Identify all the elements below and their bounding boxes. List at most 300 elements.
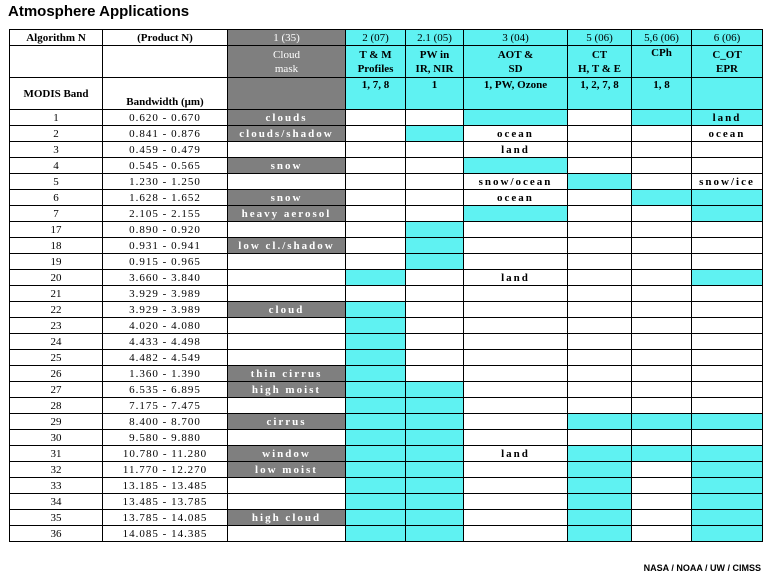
band-number: 7 (10, 206, 103, 222)
header-col-name-5-line2: H, T & E (578, 62, 621, 75)
header-col-name-4 (464, 46, 568, 78)
usage-cell-col-2 (346, 190, 406, 206)
header-col-id-7: 6 (06) (692, 30, 763, 46)
band-number: 33 (10, 478, 103, 494)
usage-cell-col-7 (692, 206, 763, 222)
usage-cell-col-2 (346, 222, 406, 238)
table-row (10, 206, 763, 222)
usage-cell-col-7 (692, 254, 763, 270)
usage-cell-col-2 (346, 462, 406, 478)
cloud-mask-cell: low cl./shadow (228, 238, 346, 254)
header-col-id-1: 1 (35) (228, 30, 346, 46)
band-number: 1 (10, 110, 103, 126)
usage-cell-col-5 (568, 174, 632, 190)
usage-cell-col-5 (568, 446, 632, 462)
table-row (10, 446, 763, 462)
usage-cell-col-6 (632, 302, 692, 318)
usage-cell-col-2 (346, 350, 406, 366)
table-row (10, 158, 763, 174)
cloud-mask-cell (228, 142, 346, 158)
bandwidth-range: 4.482 - 4.549 (103, 350, 228, 366)
usage-cell-col-7: snow/ice (692, 174, 763, 190)
bandwidth-range: 0.459 - 0.479 (103, 142, 228, 158)
cloud-mask-cell: cirrus (228, 414, 346, 430)
header-col-bands-1 (228, 78, 346, 110)
usage-cell-col-3 (406, 478, 464, 494)
usage-cell-col-2 (346, 526, 406, 542)
header-col-name-1-line1: Cloud (273, 48, 300, 61)
cloud-mask-cell (228, 526, 346, 542)
usage-cell-col-7 (692, 462, 763, 478)
usage-cell-col-6 (632, 222, 692, 238)
band-number: 30 (10, 430, 103, 446)
usage-cell-col-6 (632, 158, 692, 174)
header-row-names (10, 46, 763, 78)
header-col-id-6: 5,6 (06) (632, 30, 692, 46)
bandwidth-range: 4.433 - 4.498 (103, 334, 228, 350)
bandwidth-range: 4.020 - 4.080 (103, 318, 228, 334)
cloud-mask-cell (228, 222, 346, 238)
usage-cell-col-2 (346, 398, 406, 414)
table-row (10, 430, 763, 446)
header-col-id-2: 2 (07) (346, 30, 406, 46)
usage-cell-col-2 (346, 158, 406, 174)
usage-cell-col-3 (406, 366, 464, 382)
usage-cell-col-6 (632, 174, 692, 190)
cloud-mask-cell (228, 270, 346, 286)
usage-cell-col-6 (632, 366, 692, 382)
usage-cell-col-7 (692, 318, 763, 334)
bandwidth-range: 0.890 - 0.920 (103, 222, 228, 238)
band-number: 36 (10, 526, 103, 542)
bandwidth-range: 13.185 - 13.485 (103, 478, 228, 494)
header-blank-2 (103, 46, 228, 78)
table-row (10, 382, 763, 398)
usage-cell-col-5 (568, 158, 632, 174)
usage-cell-col-5 (568, 206, 632, 222)
usage-cell-col-6 (632, 350, 692, 366)
usage-cell-col-6 (632, 398, 692, 414)
band-number: 20 (10, 270, 103, 286)
header-col-name-1 (228, 46, 346, 78)
cloud-mask-cell: snow (228, 190, 346, 206)
header-col-bands-2: 1, 7, 8 (346, 78, 406, 110)
usage-cell-col-7: land (692, 110, 763, 126)
header-col-name-3 (406, 46, 464, 78)
usage-cell-col-3 (406, 446, 464, 462)
usage-cell-col-3 (406, 206, 464, 222)
usage-cell-col-3 (406, 270, 464, 286)
band-number: 25 (10, 350, 103, 366)
usage-cell-col-7 (692, 510, 763, 526)
usage-cell-col-6 (632, 430, 692, 446)
band-number: 4 (10, 158, 103, 174)
header-col-name-1-line2: mask (274, 62, 299, 75)
header-col-bands-6: 1, 8 (632, 78, 692, 110)
usage-cell-col-5 (568, 238, 632, 254)
usage-cell-col-3 (406, 286, 464, 302)
usage-cell-col-3 (406, 350, 464, 366)
table-row (10, 414, 763, 430)
header-col-name-3-line2: IR, NIR (415, 62, 454, 75)
usage-cell-col-5 (568, 462, 632, 478)
band-number: 3 (10, 142, 103, 158)
band-number: 19 (10, 254, 103, 270)
header-col-name-7-line1: C_OT (712, 48, 742, 61)
usage-cell-col-3 (406, 462, 464, 478)
usage-cell-col-3 (406, 302, 464, 318)
usage-cell-col-4 (464, 366, 568, 382)
usage-cell-col-6 (632, 238, 692, 254)
header-algorithm-n: Algorithm N (10, 30, 103, 46)
usage-cell-col-2 (346, 270, 406, 286)
table-row (10, 478, 763, 494)
bandwidth-range: 2.105 - 2.155 (103, 206, 228, 222)
usage-cell-col-2 (346, 110, 406, 126)
footer-credit: NASA / NOAA / UW / CIMSS (643, 563, 761, 573)
band-number: 6 (10, 190, 103, 206)
atmosphere-applications-table (9, 29, 763, 542)
usage-cell-col-6 (632, 254, 692, 270)
cloud-mask-cell (228, 334, 346, 350)
table-row (10, 286, 763, 302)
usage-cell-col-3 (406, 334, 464, 350)
usage-cell-col-5 (568, 382, 632, 398)
usage-cell-col-5 (568, 318, 632, 334)
usage-cell-col-7 (692, 158, 763, 174)
band-number: 23 (10, 318, 103, 334)
header-col-bands-7 (692, 78, 763, 110)
bandwidth-range: 0.841 - 0.876 (103, 126, 228, 142)
usage-cell-col-3 (406, 382, 464, 398)
usage-cell-col-3 (406, 494, 464, 510)
table-row (10, 318, 763, 334)
bandwidth-range: 8.400 - 8.700 (103, 414, 228, 430)
usage-cell-col-6 (632, 110, 692, 126)
bandwidth-range: 10.780 - 11.280 (103, 446, 228, 462)
usage-cell-col-6 (632, 318, 692, 334)
usage-cell-col-5 (568, 110, 632, 126)
table-body (10, 30, 763, 542)
cloud-mask-cell: heavy aerosol (228, 206, 346, 222)
usage-cell-col-6 (632, 334, 692, 350)
usage-cell-col-3 (406, 318, 464, 334)
usage-cell-col-3 (406, 238, 464, 254)
band-number: 29 (10, 414, 103, 430)
usage-cell-col-6 (632, 270, 692, 286)
cloud-mask-cell: clouds (228, 110, 346, 126)
header-col-name-7-line2: EPR (716, 62, 738, 75)
usage-cell-col-5 (568, 510, 632, 526)
cloud-mask-cell (228, 318, 346, 334)
usage-cell-col-4 (464, 414, 568, 430)
usage-cell-col-4 (464, 510, 568, 526)
bandwidth-range: 13.485 - 13.785 (103, 494, 228, 510)
band-number: 24 (10, 334, 103, 350)
usage-cell-col-6 (632, 462, 692, 478)
usage-cell-col-4 (464, 478, 568, 494)
band-number: 21 (10, 286, 103, 302)
usage-cell-col-3 (406, 142, 464, 158)
cloud-mask-cell: high moist (228, 382, 346, 398)
cloud-mask-cell: snow (228, 158, 346, 174)
usage-cell-col-7 (692, 190, 763, 206)
usage-cell-col-7 (692, 302, 763, 318)
cloud-mask-cell (228, 398, 346, 414)
table-row (10, 350, 763, 366)
table-row (10, 222, 763, 238)
usage-cell-col-3 (406, 110, 464, 126)
usage-cell-col-5 (568, 430, 632, 446)
usage-cell-col-2 (346, 238, 406, 254)
usage-cell-col-2 (346, 494, 406, 510)
usage-cell-col-6 (632, 190, 692, 206)
usage-cell-col-2 (346, 142, 406, 158)
table-row (10, 510, 763, 526)
usage-cell-col-7 (692, 414, 763, 430)
bandwidth-range: 0.545 - 0.565 (103, 158, 228, 174)
header-col-name-4-line2: SD (508, 62, 523, 75)
cloud-mask-cell (228, 494, 346, 510)
table-row (10, 462, 763, 478)
header-col-name-2-line1: T & M (359, 48, 392, 61)
cloud-mask-cell: clouds/shadow (228, 126, 346, 142)
bandwidth-range: 7.175 - 7.475 (103, 398, 228, 414)
band-number: 31 (10, 446, 103, 462)
table-row (10, 366, 763, 382)
usage-cell-col-2 (346, 254, 406, 270)
band-number: 34 (10, 494, 103, 510)
usage-cell-col-4 (464, 526, 568, 542)
header-row-ids (10, 30, 763, 46)
table-row (10, 494, 763, 510)
usage-cell-col-5 (568, 126, 632, 142)
usage-cell-col-6 (632, 526, 692, 542)
table-row (10, 270, 763, 286)
header-col-name-7 (692, 46, 763, 78)
bandwidth-range: 1.628 - 1.652 (103, 190, 228, 206)
bandwidth-range: 3.929 - 3.989 (103, 302, 228, 318)
usage-cell-col-2 (346, 430, 406, 446)
usage-cell-col-4: land (464, 270, 568, 286)
bandwidth-range: 0.931 - 0.941 (103, 238, 228, 254)
usage-cell-col-4 (464, 382, 568, 398)
table-row (10, 142, 763, 158)
bandwidth-range: 9.580 - 9.880 (103, 430, 228, 446)
table-row (10, 398, 763, 414)
usage-cell-col-6 (632, 142, 692, 158)
usage-cell-col-4 (464, 318, 568, 334)
usage-cell-col-3 (406, 430, 464, 446)
usage-cell-col-2 (346, 478, 406, 494)
usage-cell-col-7 (692, 286, 763, 302)
header-col-name-2 (346, 46, 406, 78)
page-title: Atmosphere Applications (8, 3, 190, 20)
usage-cell-col-4 (464, 158, 568, 174)
usage-cell-col-4: land (464, 142, 568, 158)
usage-cell-col-2 (346, 302, 406, 318)
usage-cell-col-2 (346, 382, 406, 398)
usage-cell-col-6 (632, 414, 692, 430)
usage-cell-col-7 (692, 350, 763, 366)
usage-cell-col-7 (692, 222, 763, 238)
table-row (10, 126, 763, 142)
usage-cell-col-4 (464, 222, 568, 238)
cloud-mask-cell (228, 174, 346, 190)
table-row (10, 334, 763, 350)
band-number: 18 (10, 238, 103, 254)
usage-cell-col-3 (406, 190, 464, 206)
header-modis-band: MODIS Band (10, 78, 103, 110)
usage-cell-col-6 (632, 382, 692, 398)
table-row (10, 254, 763, 270)
usage-cell-col-3 (406, 526, 464, 542)
usage-cell-col-4 (464, 334, 568, 350)
header-col-name-6-line1: CPh (651, 47, 672, 59)
cloud-mask-cell: thin cirrus (228, 366, 346, 382)
usage-cell-col-5 (568, 254, 632, 270)
usage-cell-col-5 (568, 334, 632, 350)
usage-cell-col-6 (632, 446, 692, 462)
header-col-bands-5: 1, 2, 7, 8 (568, 78, 632, 110)
usage-cell-col-5 (568, 494, 632, 510)
bandwidth-range: 3.660 - 3.840 (103, 270, 228, 286)
usage-cell-col-2 (346, 126, 406, 142)
cloud-mask-cell (228, 254, 346, 270)
header-col-name-4-line1: AOT & (497, 48, 534, 61)
usage-cell-col-3 (406, 222, 464, 238)
band-number: 17 (10, 222, 103, 238)
header-col-name-5-line1: CT (591, 48, 608, 61)
usage-cell-col-2 (346, 366, 406, 382)
cloud-mask-cell (228, 350, 346, 366)
band-number: 22 (10, 302, 103, 318)
usage-cell-col-3 (406, 254, 464, 270)
usage-cell-col-5 (568, 526, 632, 542)
table-row (10, 174, 763, 190)
table-row (10, 110, 763, 126)
usage-cell-col-3 (406, 510, 464, 526)
band-number: 28 (10, 398, 103, 414)
usage-cell-col-7 (692, 478, 763, 494)
usage-cell-col-7 (692, 526, 763, 542)
bandwidth-range: 3.929 - 3.989 (103, 286, 228, 302)
usage-cell-col-5 (568, 190, 632, 206)
usage-cell-col-4 (464, 206, 568, 222)
header-col-id-3: 2.1 (05) (406, 30, 464, 46)
bandwidth-range: 6.535 - 6.895 (103, 382, 228, 398)
header-col-name-6 (632, 46, 692, 78)
usage-cell-col-4 (464, 302, 568, 318)
usage-cell-col-7 (692, 494, 763, 510)
usage-cell-col-5 (568, 366, 632, 382)
header-col-id-4: 3 (04) (464, 30, 568, 46)
usage-cell-col-6 (632, 126, 692, 142)
cloud-mask-cell (228, 430, 346, 446)
band-number: 26 (10, 366, 103, 382)
usage-cell-col-2 (346, 510, 406, 526)
usage-cell-col-3 (406, 126, 464, 142)
usage-cell-col-4 (464, 238, 568, 254)
header-col-name-2-line2: Profiles (357, 62, 394, 75)
usage-cell-col-4 (464, 110, 568, 126)
usage-cell-col-7 (692, 238, 763, 254)
band-number: 5 (10, 174, 103, 190)
usage-cell-col-4 (464, 494, 568, 510)
cloud-mask-cell: high cloud (228, 510, 346, 526)
header-col-bands-4: 1, PW, Ozone (464, 78, 568, 110)
header-col-bands-3: 1 (406, 78, 464, 110)
header-product-n: (Product N) (103, 30, 228, 46)
usage-cell-col-4 (464, 430, 568, 446)
usage-cell-col-7 (692, 382, 763, 398)
usage-cell-col-7 (692, 366, 763, 382)
usage-cell-col-2 (346, 286, 406, 302)
usage-cell-col-4: ocean (464, 190, 568, 206)
usage-cell-col-5 (568, 302, 632, 318)
usage-cell-col-6 (632, 478, 692, 494)
cloud-mask-cell: cloud (228, 302, 346, 318)
usage-cell-col-4: snow/ocean (464, 174, 568, 190)
bandwidth-range: 1.360 - 1.390 (103, 366, 228, 382)
cloud-mask-cell (228, 286, 346, 302)
table-row (10, 238, 763, 254)
usage-cell-col-5 (568, 142, 632, 158)
usage-cell-col-5 (568, 350, 632, 366)
usage-cell-col-4 (464, 462, 568, 478)
usage-cell-col-4 (464, 254, 568, 270)
usage-cell-col-3 (406, 174, 464, 190)
bandwidth-range: 0.620 - 0.670 (103, 110, 228, 126)
usage-cell-col-2 (346, 414, 406, 430)
bandwidth-range: 13.785 - 14.085 (103, 510, 228, 526)
usage-cell-col-3 (406, 158, 464, 174)
usage-cell-col-2 (346, 206, 406, 222)
usage-cell-col-5 (568, 478, 632, 494)
cloud-mask-cell (228, 478, 346, 494)
usage-cell-col-7: ocean (692, 126, 763, 142)
usage-cell-col-7 (692, 430, 763, 446)
usage-cell-col-3 (406, 414, 464, 430)
band-number: 35 (10, 510, 103, 526)
usage-cell-col-5 (568, 398, 632, 414)
table-row (10, 190, 763, 206)
bandwidth-range: 14.085 - 14.385 (103, 526, 228, 542)
band-number: 32 (10, 462, 103, 478)
usage-cell-col-5 (568, 270, 632, 286)
usage-cell-col-6 (632, 206, 692, 222)
usage-cell-col-3 (406, 398, 464, 414)
header-bandwidth: Bandwidth (μm) (103, 78, 228, 110)
usage-cell-col-4 (464, 286, 568, 302)
usage-cell-col-7 (692, 398, 763, 414)
cloud-mask-cell: low moist (228, 462, 346, 478)
usage-cell-col-4: land (464, 446, 568, 462)
bandwidth-range: 0.915 - 0.965 (103, 254, 228, 270)
bandwidth-range: 11.770 - 12.270 (103, 462, 228, 478)
cloud-mask-cell: window (228, 446, 346, 462)
usage-cell-col-7 (692, 334, 763, 350)
usage-cell-col-5 (568, 222, 632, 238)
usage-cell-col-4 (464, 350, 568, 366)
table-row (10, 302, 763, 318)
usage-cell-col-7 (692, 142, 763, 158)
usage-cell-col-4: ocean (464, 126, 568, 142)
band-number: 2 (10, 126, 103, 142)
usage-cell-col-2 (346, 174, 406, 190)
usage-cell-col-5 (568, 286, 632, 302)
usage-cell-col-6 (632, 510, 692, 526)
